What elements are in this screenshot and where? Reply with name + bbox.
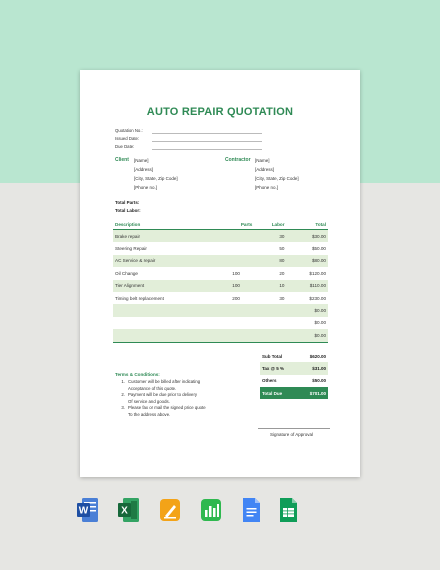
- row-total: $120.00: [309, 270, 326, 276]
- client-address: [134, 156, 178, 192]
- terms-line: [115, 392, 245, 399]
- row-total: $0.00: [314, 320, 326, 326]
- terms-number: [115, 399, 128, 406]
- table-row: [113, 230, 328, 243]
- col-labor: Labor: [254, 220, 286, 230]
- issued-date-line: [152, 141, 262, 142]
- signature-line: [258, 428, 330, 429]
- total-due-row: [260, 387, 328, 399]
- contractor-street: [Address]: [255, 167, 275, 172]
- contractor-city: [City, State, Zip Code]: [255, 176, 299, 181]
- row-description: [113, 304, 218, 316]
- row-labor: 30: [254, 230, 286, 243]
- others-label: Others: [262, 378, 277, 384]
- row-description: Timing belt replacement: [115, 295, 164, 301]
- col-total: Total: [287, 220, 329, 230]
- signature-label: Signature of Approval: [270, 432, 314, 437]
- row-description: [113, 329, 218, 342]
- table-row: [113, 255, 328, 267]
- word-icon[interactable]: [77, 497, 97, 523]
- total-due-label: Total Due: [260, 387, 298, 399]
- table-row: [113, 329, 328, 342]
- due-date-line: [152, 149, 262, 150]
- others-value: $50.00: [312, 378, 326, 384]
- client-street: [Address]: [134, 167, 154, 172]
- row-description: Tier Alignment: [113, 280, 218, 292]
- issued-date-label: Issued Date:: [115, 136, 140, 141]
- numbers-icon[interactable]: [200, 497, 220, 523]
- terms-number: 3.: [121, 405, 125, 411]
- tax-row: [260, 362, 328, 374]
- row-labor: 50: [279, 246, 285, 252]
- terms-number: 1.: [121, 379, 125, 384]
- totals-table: [260, 350, 328, 399]
- row-description: Steering Repair: [115, 246, 147, 252]
- terms-list: [115, 379, 245, 419]
- terms-line: [115, 386, 245, 393]
- terms-line: [115, 399, 245, 406]
- row-total: $30.00: [287, 230, 329, 243]
- quotation-document: [80, 70, 360, 477]
- client-phone: [Phone no.]: [134, 185, 158, 190]
- tax-value: $31.00: [298, 362, 328, 374]
- row-total: $50.00: [311, 246, 326, 252]
- row-parts: [218, 242, 254, 254]
- excel-icon[interactable]: [118, 497, 138, 523]
- row-total: $0.00: [287, 329, 329, 342]
- tax-label: Tax @ 5 %: [260, 362, 298, 374]
- others-row: [260, 375, 328, 387]
- client-city: [City, State, Zip Code]: [134, 176, 178, 181]
- total-labor-label: Total Labor:: [115, 208, 141, 213]
- table-row: [113, 242, 328, 254]
- app-icons-row: [77, 497, 367, 527]
- row-labor: 20: [279, 270, 285, 276]
- terms-text: Of service and goods.: [128, 398, 170, 404]
- row-labor: 30: [279, 295, 285, 301]
- table-row: [113, 292, 328, 304]
- terms-line: [115, 379, 245, 386]
- table-row: [113, 304, 328, 316]
- contractor-address: [255, 156, 299, 192]
- google-docs-icon[interactable]: [240, 497, 260, 523]
- row-total: $110.00: [287, 280, 329, 292]
- client-label: Client: [115, 157, 129, 163]
- due-date-label: Due Date:: [115, 144, 135, 149]
- terms-number: [115, 412, 128, 419]
- row-labor: [254, 329, 286, 342]
- terms-text: Acceptance of this quote.: [128, 385, 177, 391]
- table-row: [113, 267, 328, 279]
- row-description: Brake repair: [113, 230, 218, 243]
- table-row: [113, 280, 328, 292]
- svg-text:W: W: [78, 505, 89, 517]
- items-table: [113, 220, 328, 343]
- row-description: [113, 317, 218, 329]
- row-labor: 10: [254, 280, 286, 292]
- row-parts: 100: [218, 280, 254, 292]
- terms-number: [115, 386, 128, 393]
- document-title: AUTO REPAIR QUOTATION: [146, 106, 294, 118]
- pages-icon[interactable]: [159, 497, 179, 523]
- total-parts-label: Total Parts:: [115, 200, 140, 205]
- row-description: Oil Change: [115, 270, 138, 276]
- terms-line: [115, 405, 245, 412]
- row-parts: [218, 230, 254, 243]
- row-parts: 200: [232, 295, 240, 301]
- svg-text:X: X: [121, 505, 128, 517]
- table-row: [113, 317, 328, 329]
- col-parts: Parts: [218, 220, 254, 230]
- terms-text: Payment will be due prior to delivery: [128, 392, 198, 398]
- contractor-phone: [Phone no.]: [255, 185, 279, 190]
- row-parts: [218, 304, 254, 316]
- subtotal-row: [260, 350, 328, 362]
- row-parts: 100: [232, 270, 240, 276]
- client-name: [Name]: [134, 158, 149, 163]
- row-labor: [254, 304, 286, 316]
- terms-title: Terms & Conditions:: [115, 372, 160, 377]
- subtotal-label: Sub Total: [262, 353, 283, 359]
- terms-line: [115, 412, 245, 419]
- google-sheets-icon[interactable]: [277, 497, 297, 523]
- terms-text: Please fax or mail the signed price quote: [128, 405, 206, 411]
- terms-number: 2.: [121, 392, 125, 398]
- row-description: AC Service & repair: [113, 255, 218, 267]
- quotation-no-line: [152, 133, 262, 134]
- row-total: $80.00: [287, 255, 329, 267]
- quotation-no-label: Quotation No.:: [115, 128, 143, 133]
- row-parts: [218, 329, 254, 342]
- row-labor: [254, 317, 286, 329]
- subtotal-value: $620.00: [309, 353, 326, 359]
- contractor-label: Contractor: [225, 157, 251, 163]
- total-due-value: $701.00: [298, 387, 328, 399]
- row-labor: 80: [254, 255, 286, 267]
- terms-text: Customer will be billed after indicating: [128, 379, 201, 384]
- row-parts: [218, 255, 254, 267]
- row-total: $0.00: [287, 304, 329, 316]
- row-parts: [218, 317, 254, 329]
- row-total: $230.00: [309, 295, 326, 301]
- terms-text: To the address above.: [128, 411, 171, 417]
- contractor-name: [Name]: [255, 158, 270, 163]
- col-description: Description: [113, 220, 218, 230]
